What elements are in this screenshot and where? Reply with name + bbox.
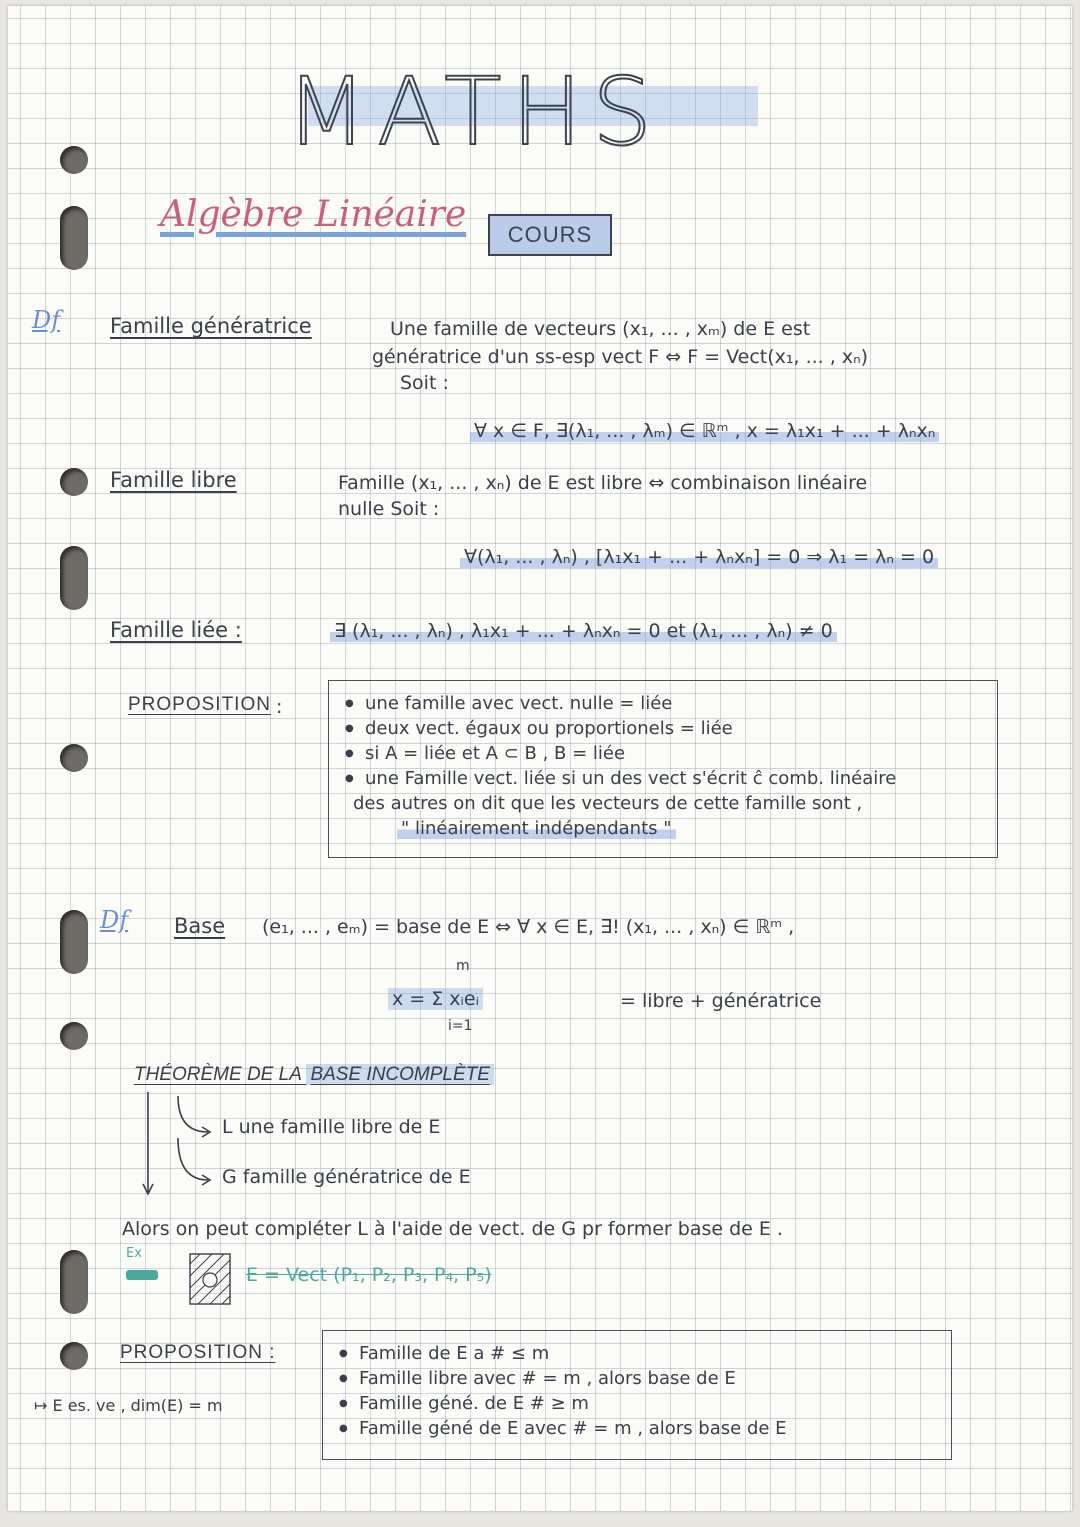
theorem-branch-1: L une famille libre de E bbox=[222, 1116, 441, 1138]
term-famille-liee: Famille liée : bbox=[110, 618, 242, 642]
base-sum: x = Σ xᵢeᵢ bbox=[388, 988, 483, 1010]
proposition2-side-note: ↦ E es. ve , dim(E) = m bbox=[34, 1396, 223, 1415]
theorem-title bbox=[134, 1064, 494, 1086]
example-label: Ex bbox=[126, 1246, 142, 1261]
proposition-continuation: des autres on dit que les vecteurs de cette famille sont , bbox=[353, 793, 863, 814]
libre-text-line2: nulle Soit : bbox=[338, 498, 440, 520]
binder-hole bbox=[60, 146, 88, 174]
theorem-title-highlight: BASE INCOMPLÈTE bbox=[306, 1064, 494, 1085]
generatrice-text-line2: génératrice d'un ss-esp vect F ⇔ F = Vect(x₁, ... , xₙ) bbox=[372, 346, 869, 368]
definition-mark: Df bbox=[100, 906, 129, 934]
chapter-title: Algèbre Linéaire bbox=[160, 194, 467, 235]
generatrice-formula: ∀ x ∈ F, ∃(λ₁, ... , λₘ) ∈ ℝᵐ , x = λ₁x₁ + ... + λₙxₙ bbox=[470, 420, 939, 442]
definition-mark: Df bbox=[32, 306, 61, 334]
proposition-label: PROPOSITION bbox=[128, 694, 271, 715]
base-equals: = libre + génératrice bbox=[620, 990, 822, 1012]
notebook-page bbox=[8, 6, 1072, 1511]
binder-hole bbox=[60, 1250, 88, 1314]
binder-hole bbox=[60, 1022, 88, 1050]
base-sum-bottom: i=1 bbox=[448, 1018, 473, 1034]
example-formula: E = Vect (P₁, P₂, P₃, P₄, P₅) bbox=[246, 1264, 492, 1286]
binder-hole bbox=[60, 206, 88, 270]
cours-badge: COURS bbox=[488, 214, 612, 256]
hatched-doodle-icon bbox=[186, 1250, 234, 1308]
binder-hole bbox=[60, 744, 88, 772]
binder-hole bbox=[60, 546, 88, 610]
proposition2-item: ● Famille libre avec # = m , alors base de E bbox=[337, 1366, 951, 1391]
proposition-item: ● si A = liée et A ⊂ B , B = liée bbox=[343, 741, 997, 766]
proposition2-label: PROPOSITION : bbox=[120, 1342, 276, 1363]
liee-formula: ∃ (λ₁, ... , λₙ) , λ₁x₁ + ... + λₙxₙ = 0 et (λ₁, ... , λₙ) ≠ 0 bbox=[330, 620, 837, 642]
base-line1: (e₁, ... , eₘ) = base de E ⇔ ∀ x ∈ E, ∃! (x₁, ... , xₙ) ∈ ℝᵐ , bbox=[262, 916, 795, 938]
base-sum-top: m bbox=[456, 958, 470, 974]
proposition2-item: ● Famille de E a # ≤ m bbox=[337, 1341, 951, 1366]
theorem-arrows bbox=[138, 1092, 218, 1202]
proposition2-item: ● Famille géné. de E # ≥ m bbox=[337, 1391, 951, 1416]
proposition2-item: ● Famille géné de E avec # = m , alors base de E bbox=[337, 1416, 951, 1441]
theorem-conclusion: Alors on peut compléter L à l'aide de vect. de G pr former base de E . bbox=[122, 1218, 783, 1240]
binder-hole bbox=[60, 910, 88, 974]
page-title: MATHS bbox=[286, 58, 662, 167]
libre-text-line1: Famille (x₁, ... , xₙ) de E est libre ⇔ combinaison linéaire bbox=[338, 472, 868, 494]
libre-formula: ∀(λ₁, ... , λₙ) , [λ₁x₁ + ... + λₙxₙ] = 0 ⇒ λ₁ = λₙ = 0 bbox=[460, 546, 938, 568]
binder-hole bbox=[60, 1342, 88, 1370]
generatrice-text-line1: Une famille de vecteurs (x₁, ... , xₘ) de E est bbox=[390, 318, 811, 340]
term-famille-libre: Famille libre bbox=[110, 468, 237, 492]
proposition-item: ● une Famille vect. liée si un des vect s'écrit ĉ comb. linéaire bbox=[343, 766, 997, 791]
term-famille-generatrice: Famille génératrice bbox=[110, 314, 312, 338]
proposition2-box bbox=[322, 1330, 952, 1460]
proposition-item: ● une famille avec vect. nulle = liée bbox=[343, 691, 997, 716]
term-base: Base bbox=[174, 914, 226, 938]
proposition-colon: : bbox=[276, 696, 283, 718]
theorem-branch-2: G famille génératrice de E bbox=[222, 1166, 471, 1188]
example-marker bbox=[126, 1270, 158, 1280]
theorem-title-plain: THÉORÈME DE LA bbox=[134, 1064, 302, 1085]
generatrice-text-line3: Soit : bbox=[400, 372, 449, 394]
proposition-item: ● deux vect. égaux ou proportionels = liée bbox=[343, 716, 997, 741]
proposition-box bbox=[328, 680, 998, 858]
proposition-quote: " linéairement indépendants " bbox=[397, 818, 676, 839]
binder-hole bbox=[60, 468, 88, 496]
